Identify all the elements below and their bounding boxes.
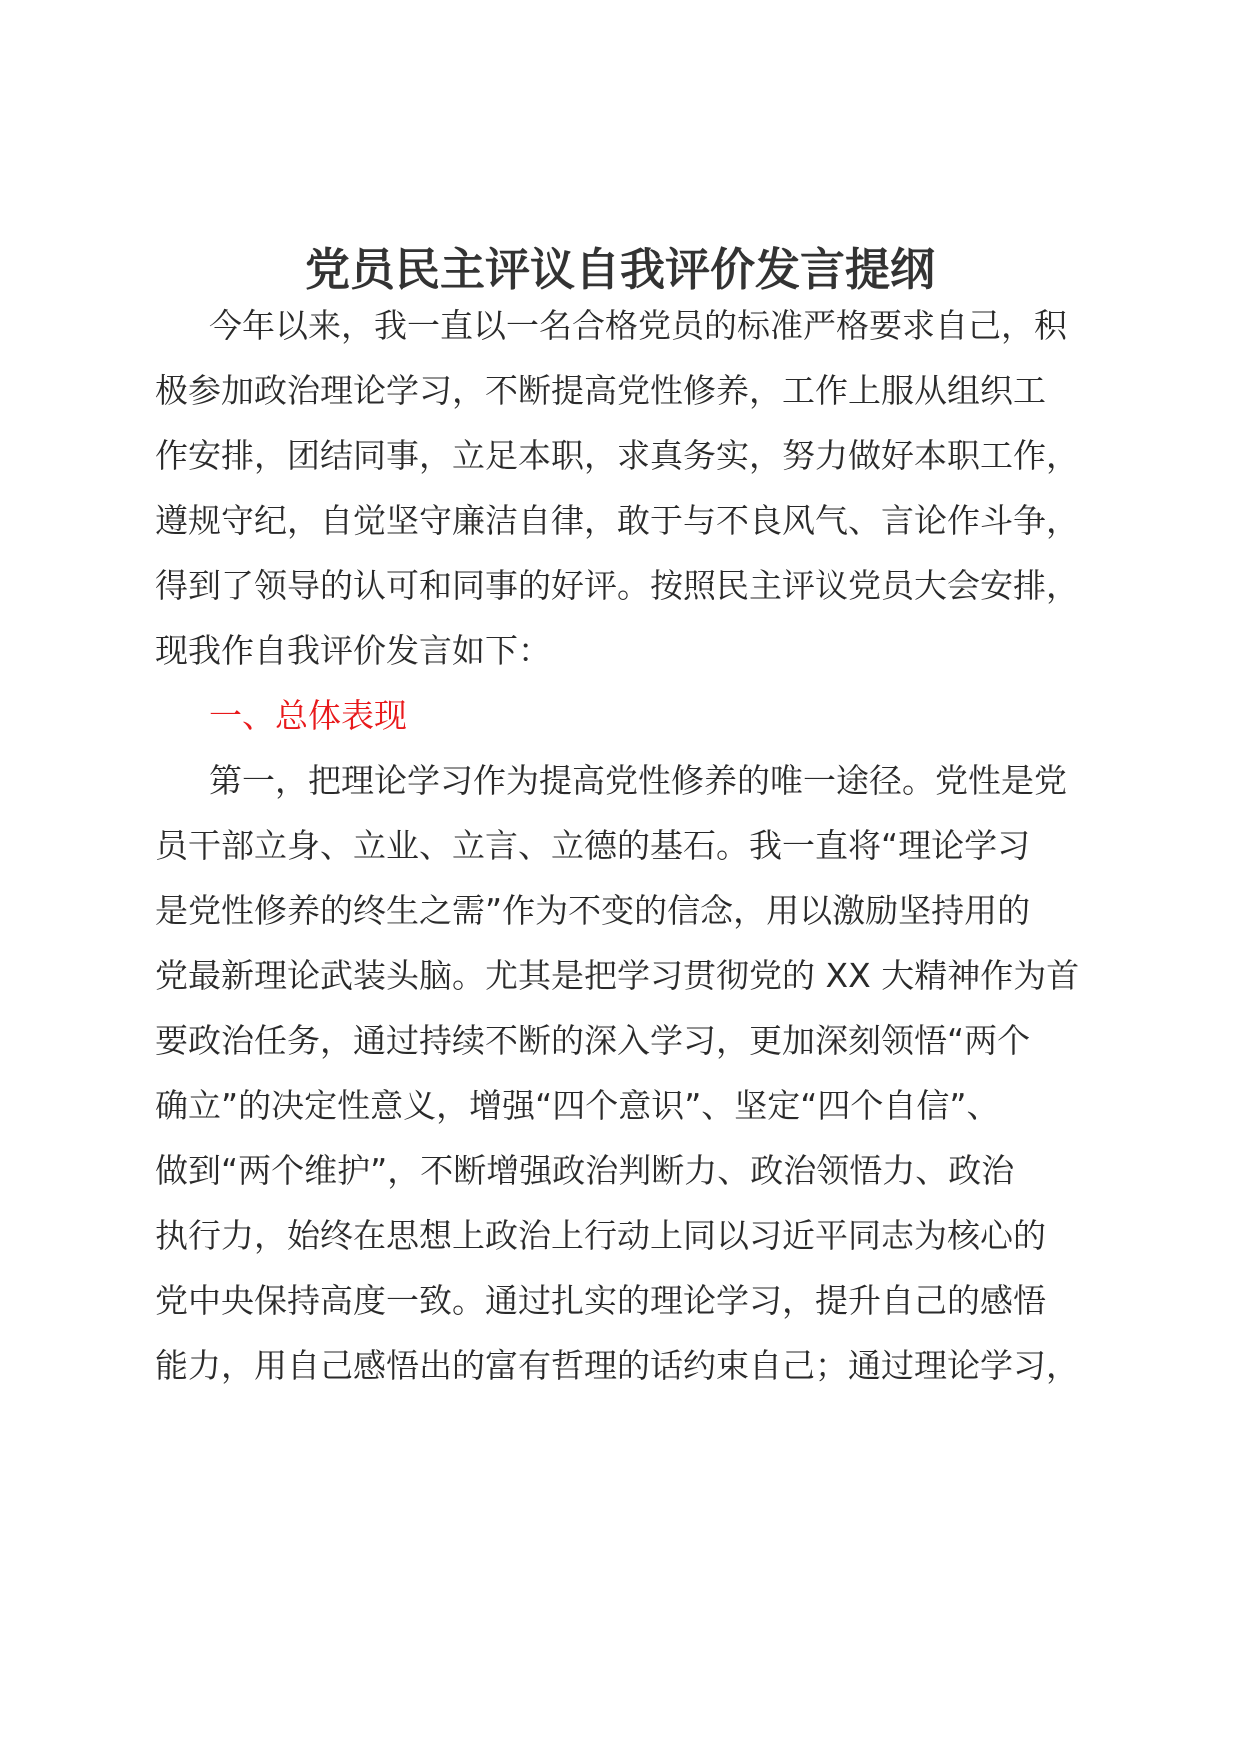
paragraph-line: 是党性修养的终生之需”作为不变的信念，用以激励坚持用的 <box>155 891 1031 930</box>
paragraph-line: 确立”的决定性意义，增强“四个意识”、坚定“四个自信”、 <box>155 1086 1000 1125</box>
paragraph-line: 得到了领导的认可和同事的好评。按照民主评议党员大会安排， <box>155 566 1079 605</box>
document-body <box>155 293 1085 1398</box>
document-title: 党员民主评议自我评价发言提纲 <box>304 243 935 296</box>
section-heading: 一、总体表现 <box>209 696 407 735</box>
paragraph-line: 遵规守纪，自觉坚守廉洁自律，敢于与不良风气、言论作斗争， <box>155 501 1079 540</box>
paragraph-line: 极参加政治理论学习，不断提高党性修养，工作上服从组织工 <box>155 371 1046 410</box>
paragraph-line: 第一，把理论学习作为提高党性修养的唯一途径。党性是党 <box>209 761 1067 800</box>
paragraph-line: 作安排，团结同事，立足本职，求真务实，努力做好本职工作， <box>155 436 1079 475</box>
paragraph-line: 今年以来，我一直以一名合格党员的标准严格要求自己，积 <box>209 306 1067 345</box>
paragraph-line: 现我作自我评价发言如下： <box>155 631 551 670</box>
paragraph-line: 能力，用自己感悟出的富有哲理的话约束自己；通过理论学习， <box>155 1346 1079 1385</box>
paragraph-line: 执行力，始终在思想上政治上行动上同以习近平同志为核心的 <box>155 1216 1046 1255</box>
paragraph-line: 员干部立身、立业、立言、立德的基石。我一直将“理论学习 <box>155 826 1031 865</box>
paragraph-line: 要政治任务，通过持续不断的深入学习，更加深刻领悟“两个 <box>155 1021 1031 1060</box>
paragraph-line: 党中央保持高度一致。通过扎实的理论学习，提升自己的感悟 <box>155 1281 1046 1320</box>
paragraph-line: 党最新理论武装头脑。尤其是把学习贯彻党的 XX 大精神作为首 <box>155 956 1080 995</box>
paragraph-line: 做到“两个维护”，不断增强政治判断力、政治领悟力、政治 <box>155 1151 1015 1190</box>
